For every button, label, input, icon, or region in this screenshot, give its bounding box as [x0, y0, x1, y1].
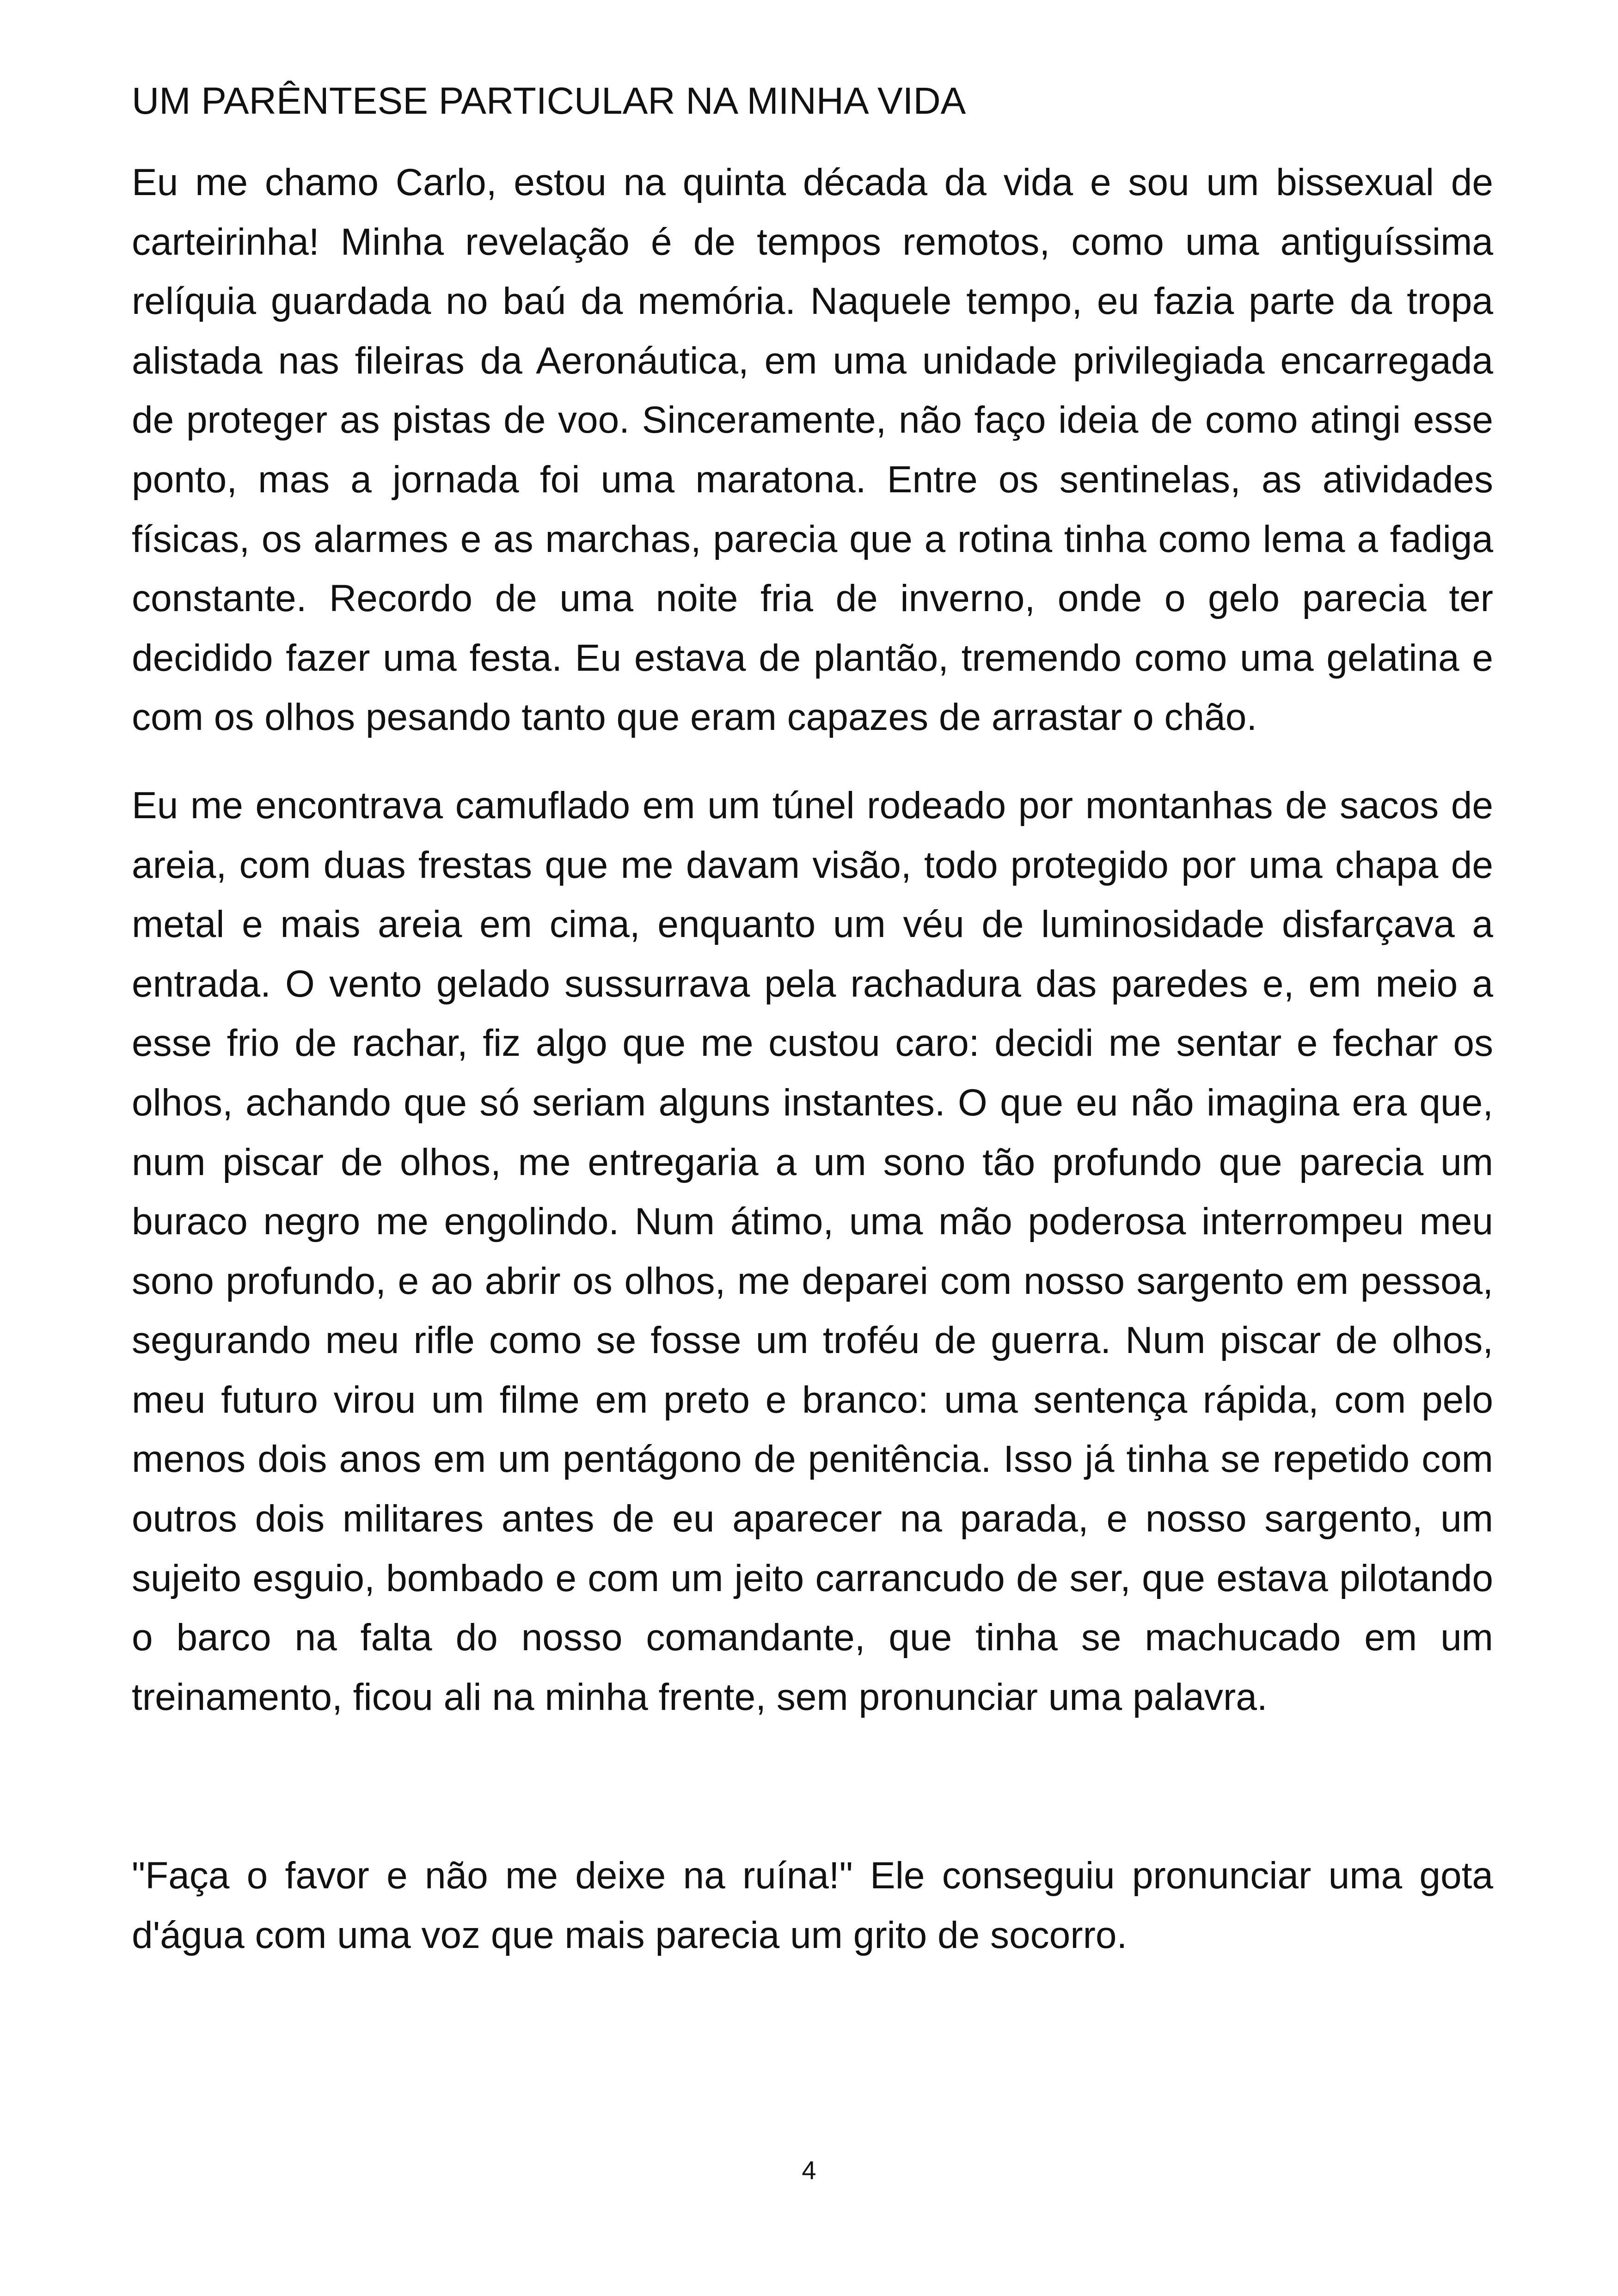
paragraph-3: "Faça o favor e não me deixe na ruína!" Ele conseguiu pronunciar uma gota d'água com uma voz que mais parecia um grito de socorro. — [132, 1855, 1493, 1957]
page-content — [132, 72, 1493, 1994]
paragraph-gap — [132, 1756, 1493, 1846]
page-number: 4 — [802, 2155, 816, 2185]
paragraph-1: Eu me chamo Carlo, estou na quinta década da vida e sou um bissexual de carteirinha! Minha revelação é de tempos remotos, como uma antiguíssima relíquia guardada no baú da memória. Naquele tempo, eu fazia parte da tropa alistada nas fileiras da Aeronáutica, em uma unidade privilegiada encarregada de proteger as pistas de voo. Sinceramente, não faço ideia de como atingi esse ponto, mas a jornada foi uma maratona. Entre os sentinelas, as atividades físicas, os alarmes e as marchas, parecia que a rotina tinha como lema a fadiga constante. Recordo de uma noite fria de inverno, onde o gelo parecia ter decidido fazer uma festa. Eu estava de plantão, tremendo como uma gelatina e com os olhos pesando tanto que eram capazes de arrastar o chão. — [132, 161, 1493, 739]
chapter-title: UM PARÊNTESE PARTICULAR NA MINHA VIDA — [132, 80, 966, 122]
paragraph-2: Eu me encontrava camuflado em um túnel rodeado por montanhas de sacos de areia, com duas frestas que me davam visão, todo protegido por uma chapa de metal e mais areia em cima, enquanto um véu de luminosidade disfarçava a entrada. O vento gelado sussurrava pela rachadura das paredes e, em meio a esse frio de rachar, fiz algo que me custou caro: decidi me sentar e fechar os olhos, achando que só seriam alguns instantes. O que eu não imagina era que, num piscar de olhos, me entregaria a um sono tão profundo que parecia um buraco negro me engolindo. Num átimo, uma mão poderosa interrompeu meu sono profundo, e ao abrir os olhos, me deparei com nosso sargento em pessoa, segurando meu rifle como se fosse um troféu de guerra. Num piscar de olhos, meu futuro virou um filme em preto e branco: uma sentença rápida, com pelo menos dois anos em um pentágono de penitência. Isso já tinha se repetido com outros dois militares antes de eu aparecer na parada, e nosso sargento, um sujeito esguio, bombado e com um jeito carrancudo de ser, que estava pilotando o barco na falta do nosso comandante, que tinha se machucado em um treinamento, ficou ali na minha frente, sem pronunciar uma palavra. — [132, 784, 1493, 1718]
